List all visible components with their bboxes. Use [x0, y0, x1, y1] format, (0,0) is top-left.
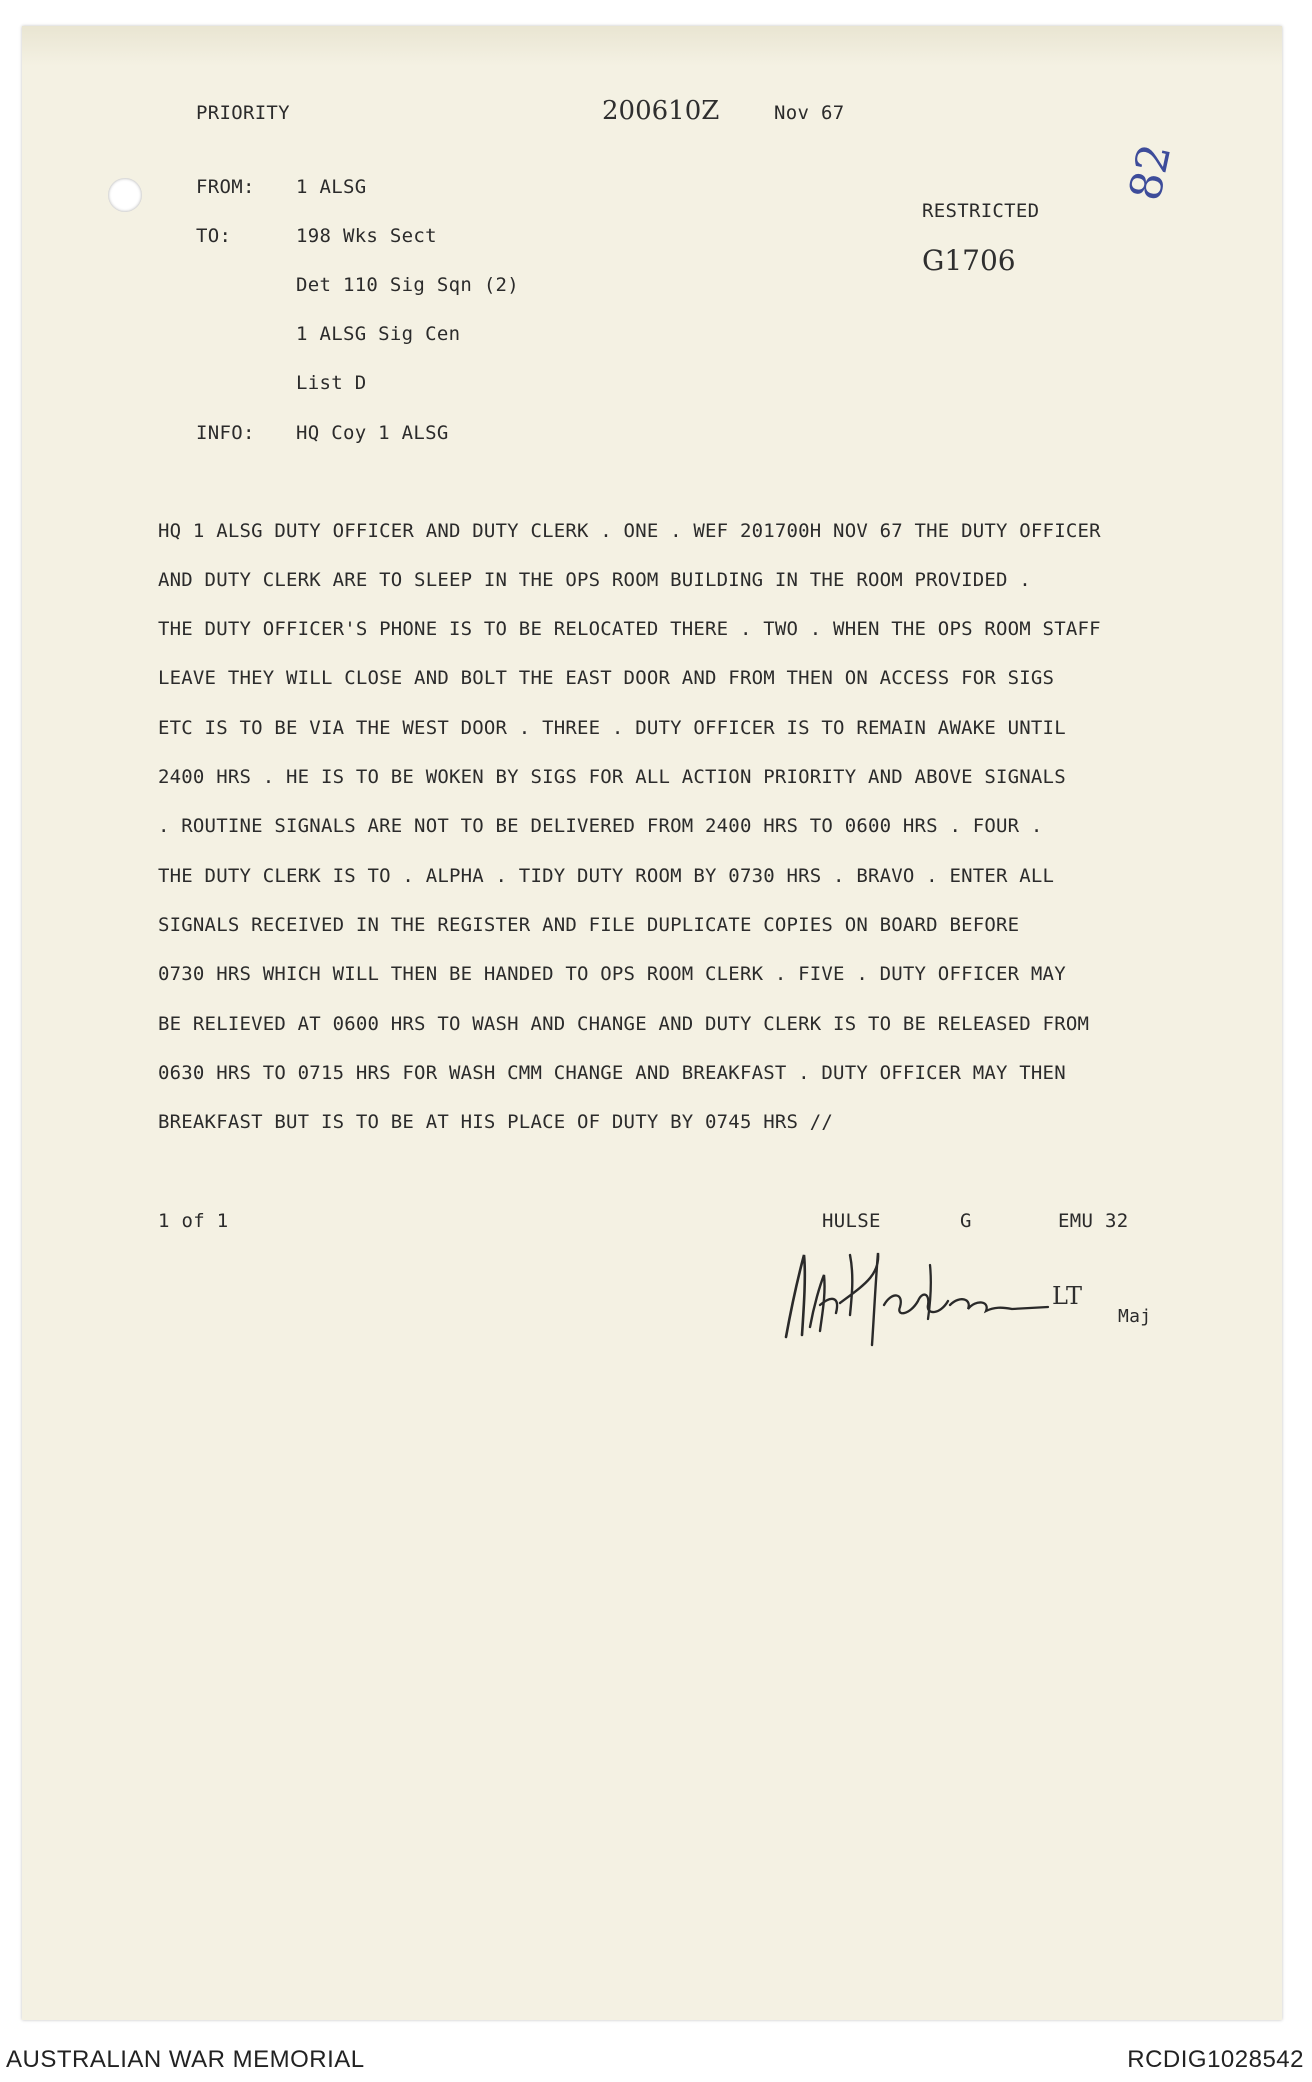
page-count: 1 of 1 — [158, 1210, 229, 1232]
folio-text: 82 — [1119, 139, 1182, 205]
body-line: THE DUTY OFFICER'S PHONE IS TO BE RELOCATED THERE . TWO . WHEN THE OPS ROOM STAFF — [158, 618, 1101, 640]
punch-hole — [108, 178, 142, 212]
classification: RESTRICTED — [922, 200, 1040, 222]
folio-number — [1118, 134, 1190, 212]
from-value: 1 ALSG — [296, 176, 367, 198]
to-addressee: List D — [296, 372, 367, 394]
archive-reference: RCDIG1028542 — [1127, 2046, 1304, 2073]
body-line: 0630 HRS TO 0715 HRS FOR WASH CMM CHANGE AND BREAKFAST . DUTY OFFICER MAY THEN — [158, 1062, 1066, 1084]
body-line: BE RELIEVED AT 0600 HRS TO WASH AND CHANGE AND DUTY CLERK IS TO BE RELEASED FROM — [158, 1013, 1090, 1035]
to-label: TO: — [196, 225, 232, 247]
month-year: Nov 67 — [774, 102, 845, 124]
body-line: THE DUTY CLERK IS TO . ALPHA . TIDY DUTY ROOM BY 0730 HRS . BRAVO . ENTER ALL — [158, 865, 1055, 887]
info-label: INFO: — [196, 422, 255, 444]
to-addressee: 198 Wks Sect — [296, 225, 437, 247]
body-line: SIGNALS RECEIVED IN THE REGISTER AND FILE DUPLICATE COPIES ON BOARD BEFORE — [158, 914, 1020, 936]
info-value: HQ Coy 1 ALSG — [296, 422, 449, 444]
body-line: HQ 1 ALSG DUTY OFFICER AND DUTY CLERK . ONE . WEF 201700H NOV 67 THE DUTY OFFICER — [158, 520, 1101, 542]
originator-initial: G — [960, 1210, 972, 1232]
date-time-group: 200610Z — [602, 96, 720, 126]
archive-credit: AUSTRALIAN WAR MEMORIAL — [6, 2046, 365, 2073]
body-line: . ROUTINE SIGNALS ARE NOT TO BE DELIVERED FROM 2400 HRS TO 0600 HRS . FOUR . — [158, 815, 1043, 837]
originator-name: HULSE — [822, 1210, 881, 1232]
from-label: FROM: — [196, 176, 255, 198]
to-addressee: 1 ALSG Sig Cen — [296, 323, 461, 345]
extension: EMU 32 — [1058, 1210, 1129, 1232]
reference-number: G1706 — [922, 244, 1016, 277]
precedence: PRIORITY — [196, 102, 290, 124]
body-line: LEAVE THEY WILL CLOSE AND BOLT THE EAST DOOR AND FROM THEN ON ACCESS FOR SIGS — [158, 667, 1055, 689]
body-line: AND DUTY CLERK ARE TO SLEEP IN THE OPS ROOM BUILDING IN THE ROOM PROVIDED . — [158, 569, 1031, 591]
signature-suffix: LT — [1052, 1282, 1082, 1310]
to-addressee: Det 110 Sig Sqn (2) — [296, 274, 520, 296]
body-line: BREAKFAST BUT IS TO BE AT HIS PLACE OF DUTY BY 0745 HRS // — [158, 1111, 834, 1133]
body-line: 2400 HRS . HE IS TO BE WOKEN BY SIGS FOR ALL ACTION PRIORITY AND ABOVE SIGNALS — [158, 766, 1066, 788]
body-line: 0730 HRS WHICH WILL THEN BE HANDED TO OPS ROOM CLERK . FIVE . DUTY OFFICER MAY — [158, 963, 1066, 985]
body-line: ETC IS TO BE VIA THE WEST DOOR . THREE . DUTY OFFICER IS TO REMAIN AWAKE UNTIL — [158, 717, 1066, 739]
rank: Maj — [1118, 1306, 1152, 1327]
